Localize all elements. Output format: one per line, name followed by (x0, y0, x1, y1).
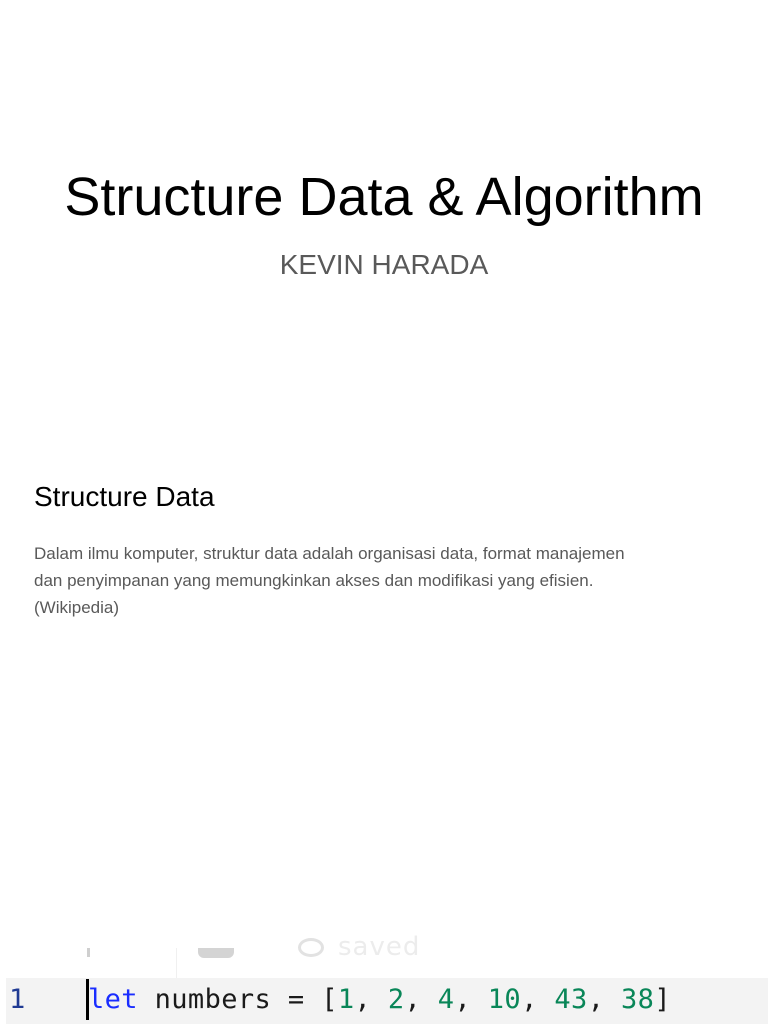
slide-title: Structure Data & Algorithm (64, 167, 704, 227)
toolbar-label-remnant-icon: saved (338, 932, 421, 962)
code-separator: , (354, 984, 372, 1015)
slide-author: KEVIN HARADA (279, 249, 489, 280)
code-number: 38 (621, 984, 655, 1015)
code-line (6, 978, 768, 1024)
line-number: 1 (9, 984, 26, 1015)
section-body (34, 540, 734, 621)
code-number: 43 (554, 984, 588, 1015)
body-line: dan penyimpanan yang memungkinkan akses dan modifikasi yang efisien. (34, 571, 594, 590)
toolbar-button-icon (198, 948, 234, 958)
body-line: (Wikipedia) (34, 598, 120, 617)
code-text (88, 983, 671, 1017)
code-number: 4 (437, 984, 455, 1015)
code-editor-screenshot (0, 932, 768, 1024)
code-identifier: numbers (154, 984, 272, 1015)
editor-tab-remnant (6, 948, 177, 978)
section-heading: Structure Data (34, 481, 215, 512)
code-close-bracket: ] (654, 984, 671, 1015)
saved-circle-icon (298, 938, 324, 957)
code-separator: , (454, 984, 472, 1015)
code-separator: , (587, 984, 605, 1015)
body-line: Dalam ilmu komputer, struktur data adalah organisasi data, format manajemen (34, 544, 625, 563)
code-number: 1 (337, 984, 355, 1015)
code-keyword: let (88, 984, 138, 1015)
code-number: 10 (487, 984, 522, 1015)
code-separator: , (404, 984, 422, 1015)
code-number: 2 (387, 984, 405, 1015)
tab-tick-icon (87, 948, 90, 957)
code-separator: , (521, 984, 538, 1015)
code-open-bracket: [ (321, 984, 338, 1015)
code-operator: = (287, 984, 305, 1015)
